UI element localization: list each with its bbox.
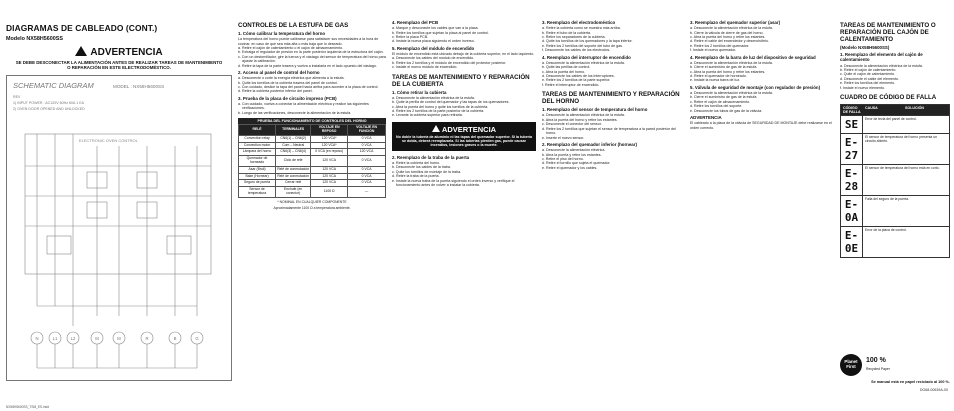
component-labels xyxy=(35,336,198,341)
step-line: d. Retire los tornillos del soporte. xyxy=(690,104,743,109)
step-line: d. Retire el quemador de horneado. xyxy=(690,74,747,79)
step-line: b. Quite los tornillos de la cubierta trasera del panel de control. xyxy=(238,80,338,85)
step-line: d. Retire el tornillo que sujeta el quemador. xyxy=(542,161,611,166)
step-line: c. Retire el piso del horno. xyxy=(542,156,584,161)
fault-row xyxy=(841,115,949,133)
model-label: Modelo NX58H5600SS xyxy=(6,36,63,42)
table-cell: 120 VCA xyxy=(311,166,348,173)
step-block xyxy=(542,20,684,53)
schematic-info-1: 1) INPUT POWER : AC120V 60Hz 60A 1 EA xyxy=(13,100,85,105)
table-row xyxy=(239,156,386,167)
step-line: e. Retire los 2 tornillos del quemador. xyxy=(690,43,750,48)
table-note: Aproximadamente 1100 Ω a temperatura ambiente. xyxy=(273,205,351,210)
recycled-paper-logo xyxy=(840,352,950,378)
recycle-sub: Recycled Paper xyxy=(866,367,890,371)
warning-label: ADVERTENCIA xyxy=(90,47,163,58)
table-header: TERMINALES xyxy=(276,125,311,136)
step-block xyxy=(392,46,536,70)
schematic-rev: REV xyxy=(13,94,21,99)
relay-test-table xyxy=(238,118,386,198)
fault-description: Error de la placa de control. xyxy=(865,228,907,233)
step-title: 2. Reemplazo de la traba de la puerta xyxy=(392,154,470,160)
component-label: G xyxy=(195,335,199,341)
schematic-title: SCHEMATIC DIAGRAM xyxy=(13,80,94,90)
step-title: 3. Reemplazo del quemador superior (asar) xyxy=(690,20,781,25)
step-line: e. Retire los 2 tornillos de la parte superior. xyxy=(542,78,611,83)
table-cell: Bake (Hornear) xyxy=(239,173,276,180)
column-warming-drawer xyxy=(840,18,950,403)
table-cell: Ciclo de relé xyxy=(276,156,311,167)
step-line: b. Retire el cajón de calentamiento. xyxy=(840,68,897,73)
warning-icon xyxy=(75,46,87,56)
warning-icon xyxy=(432,125,440,132)
step-line: b. Luego de las verificaciones, desconecte la alimentación de la estufa. xyxy=(238,110,352,115)
step-title: 1. Reemplazo del elemento del cajón de calentamiento xyxy=(840,52,923,63)
step-line: a. Desconecte los cables del módulo de encendido. xyxy=(392,56,475,61)
table-cell: 120 VCA xyxy=(348,149,386,156)
planet-first-badge: Planet First xyxy=(840,354,862,376)
step-line: d. Desconecte el cable del elemento. xyxy=(840,76,899,81)
warning-text: SE DEBE DESCONECTAR LA ALIMENTACIÓN ANTES DE REALIZAR TAREAS DE MANTENIMIENTO O REPARACIÓN EN ESTE ELECTRODOMÉSTICO. xyxy=(15,60,223,71)
table-cell: 120 VCA* xyxy=(311,135,348,142)
table-row xyxy=(239,142,386,149)
table-cell: 120 VCA xyxy=(311,156,348,167)
fault-header-code: CÓDIGO DE FALLA xyxy=(843,106,861,115)
step-line: f. Instale el nuevo elemento. xyxy=(840,85,885,90)
fault-code-display: E-28 xyxy=(841,165,863,195)
table-cell: Convection relay xyxy=(239,135,276,142)
step-line: d. Desconecte los cables de los interruptores. xyxy=(542,74,615,79)
table-cell: Lámpara del horno xyxy=(239,149,276,156)
column-cooktop xyxy=(392,18,536,396)
step-line: a. Retire la cubierta del horno. xyxy=(392,160,441,165)
step-block xyxy=(238,96,386,115)
step-line: a. Desconecte la alimentación eléctrica de la estufa. xyxy=(542,113,625,118)
table-cell: Asar (Broil) xyxy=(239,166,276,173)
table-cell: Quemador de horneado xyxy=(239,156,276,167)
table-cell: 0 VCA xyxy=(348,135,386,142)
schematic-info-2: 2) OVEN DOOR OPENED AND UNLOCKED xyxy=(13,106,85,111)
step-line: d. Retire los 2 tornillos de la parte posterior de la cubierta. xyxy=(392,109,485,114)
step-line: a. Desconecte la alimentación eléctrica de la estufa. xyxy=(542,60,625,65)
step-line: a. Desconecte la alimentación eléctrica de la estufa. xyxy=(690,26,773,31)
warning-note xyxy=(690,115,834,130)
step-line: a. Desconecte o corte la energía eléctrica que alimenta a la estufa. xyxy=(238,76,345,81)
table-note: * NOMINAL EN CUALQUIER COMPONENTE xyxy=(277,199,347,204)
fault-code-display: E-0A xyxy=(841,196,863,226)
step-line: c. Retire el cajón de almacenamiento. xyxy=(690,99,751,104)
step-title: 5. Válvula de seguridad de montaje (con regulador de presión) xyxy=(690,84,821,90)
component-label: M xyxy=(95,335,99,341)
fault-description: Falla del seguro de la puerta. xyxy=(865,197,909,202)
fault-header-solution: SOLUCIÓN xyxy=(905,106,924,111)
step-line: f. Retire el interruptor de encendido. xyxy=(542,82,600,87)
table-cell: CN6(3) – CN6(4) xyxy=(276,149,311,156)
section-title: CONTROLES DE LA ESTUFA DE GAS xyxy=(238,22,349,29)
step-line: a. Con cuidado, vuelva a conectar la alimentación eléctrica y realice las siguientes verificaciones. xyxy=(238,102,369,111)
control-block xyxy=(25,134,211,274)
column-electrodes xyxy=(542,18,684,396)
step-line: f. Desconecte los cables de los electrodos. xyxy=(542,48,611,53)
table-cell: Seguro de puerta xyxy=(239,180,276,187)
step-line: d. Retire el cable del encendedor y desenchúfelo. xyxy=(690,39,769,44)
recycle-percent: 100 % xyxy=(866,357,886,364)
step-line: c. Abra la puerta del horno. xyxy=(542,69,586,74)
step-line: b. Extraiga el regulador de presión en la parte posterior izquierda de la estructura del cajón. xyxy=(238,50,384,55)
fault-row xyxy=(841,226,949,257)
step-title: 1. Cómo retirar la cubierta xyxy=(392,89,447,95)
fault-code-display: E-0E xyxy=(841,227,863,257)
step-line: f. Instale el nuevo quemador. xyxy=(690,48,737,53)
warning-label: ADVERTENCIA xyxy=(441,124,497,134)
model-label: (Modelo NX58H5600SS) xyxy=(840,45,890,50)
step-block xyxy=(542,142,684,170)
step-line: a. Desconecte la alimentación eléctrica de la estufa. xyxy=(840,63,923,68)
table-cell: Cerrar relé xyxy=(276,180,311,187)
step-line: b. Abra la puerta y retire los estantes. xyxy=(542,152,602,157)
document-id: DG68-00639A-00 xyxy=(919,388,948,392)
table-cell: — xyxy=(348,187,386,198)
recycle-text xyxy=(866,357,890,373)
table-cell: 0 VCA xyxy=(348,180,386,187)
table-cell: 120 VCA xyxy=(311,173,348,180)
step-title: 4. Reemplazo del interruptor de encendido xyxy=(542,54,631,60)
page-title: DIAGRAMAS DE CABLEADO (CONT.) xyxy=(6,23,158,33)
step-line: b. Retire los tornillos que sujetan la placa al panel de control. xyxy=(392,30,489,35)
step-block xyxy=(392,155,536,188)
fault-code-display: SE xyxy=(841,116,863,133)
block-label: ELECTRONIC OVEN CONTROL xyxy=(79,137,138,143)
step-line: a. Desconecte la alimentación eléctrica de la estufa. xyxy=(690,60,773,65)
fault-row xyxy=(841,195,949,226)
step-line: e. Inserte el nuevo sensor. xyxy=(542,135,585,140)
step-line: c. Desconecte el conector del sensor. xyxy=(542,122,602,127)
fault-table-title: CUADRO DE CÓDIGO DE FALLA xyxy=(840,94,937,102)
table-row xyxy=(239,149,386,156)
step-block xyxy=(392,90,536,118)
component-label: B xyxy=(173,335,177,341)
step-title: 4. Reemplazo del PCB xyxy=(392,20,439,25)
step-line: c. Instale el nuevo módulo de encendido. xyxy=(392,65,458,70)
step-title: 5. Reemplazo del módulo de encendido xyxy=(392,45,475,51)
schematic-diagram xyxy=(6,75,232,381)
step-line: a. Retire el cajón de calentamiento o el cajón de almacenamiento. xyxy=(238,46,344,51)
fault-description: Error de tecla del panel de control. xyxy=(865,117,917,122)
fault-table-header xyxy=(841,105,949,115)
table-cell: Enchufe (en conector) xyxy=(276,187,311,198)
section-title: TAREAS DE MANTENIMIENTO Y REPARACIÓN DE LA CUBIERTA xyxy=(392,73,530,88)
step-line: c. Quite los tornillos de montaje de la traba. xyxy=(392,169,462,174)
table-caption: PRUEBA DEL FUNCIONAMIENTO DE CONTROLES DEL HORNO xyxy=(238,118,386,124)
step-line: d. Instale la nueva placa siguiendo el orden inverso. xyxy=(392,39,475,44)
step-line: c. Quite el cajón de calentamiento. xyxy=(840,72,896,77)
table-cell: 1100 Ω xyxy=(311,187,348,198)
section-title: TAREAS DE MANTENIMIENTO Y REPARACIÓN DEL HORNO xyxy=(542,91,680,106)
step-line: e. Levante la cubierta superior para retirarla. xyxy=(392,113,463,118)
fault-row xyxy=(841,133,949,164)
step-block xyxy=(392,20,536,44)
step-block xyxy=(690,85,834,113)
step-line: a. Marque y desconecte los cables que van a la placa. xyxy=(392,26,479,31)
table-row xyxy=(239,173,386,180)
fault-row xyxy=(841,164,949,195)
table-cell: Relé de conmutación xyxy=(276,173,311,180)
fault-header-cause: CAUSA xyxy=(865,106,878,111)
table-cell: Sensor de temperatura xyxy=(239,187,276,198)
step-title: 3. Reemplazo del electrodoméstico xyxy=(542,20,616,25)
file-footer: NX58H5600SS_TSM_ES.indd xyxy=(6,405,50,409)
warning-text: El cableado a la placa de la válvula de SEGURIDAD DE MONTAJE debe realizarse en el orden correcto. xyxy=(690,121,832,130)
section-title: TAREAS DE MANTENIMIENTO O REPARACIÓN DEL CAJÓN DE CALENTAMIENTO xyxy=(840,22,936,43)
table-cell: 0 VCA xyxy=(348,166,386,173)
step-line: b. Retire los 2 tornillos y el módulo de encendido del protector posterior. xyxy=(392,60,507,65)
step-line: c. Abra la puerta del horno y quite los tornillos de la cubierta. xyxy=(392,104,489,109)
step-line: d. Quite los tornillos de los quemadores y la tapa inferior. xyxy=(542,39,633,44)
schematic-wiring xyxy=(25,134,211,368)
step-block xyxy=(238,70,386,94)
step-line: e. Instale la nueva barra de luz. xyxy=(690,78,741,83)
step-title: 2. Acceso al panel de control del horno xyxy=(238,70,320,76)
step-line: e. Retire los tornillos del elemento. xyxy=(840,81,896,86)
column-wiring xyxy=(6,18,232,396)
step-line: d. Retire la cubierta posterior inferior del panel. xyxy=(238,89,313,94)
step-line: c. Retire los separadores de la cubierta. xyxy=(542,35,606,40)
column-controls xyxy=(238,18,386,396)
step-line: b. Abra la puerta del horno y retire los estantes. xyxy=(542,117,618,122)
recycled-note: Se manual está en papel reciclado al 100 %. xyxy=(871,380,950,384)
step-line: e. Retire los 2 tornillos del soporte del tubo de gas. xyxy=(542,43,623,48)
step-line: a. Desconecte la alimentación eléctrica. xyxy=(542,148,606,153)
table-cell: Relé de conmutación xyxy=(276,166,311,173)
table-row xyxy=(239,187,386,198)
step-line: c. Abra la puerta del horno y retire los estantes. xyxy=(690,35,766,40)
step-line: c. Con un destornillador, gire la tuerca y el vástago del sensor de temperatura del horno para ajustar la calibración. xyxy=(238,54,386,64)
step-title: 1. Reemplazo del sensor de temperatura del horno xyxy=(542,107,648,113)
table-header: RELÉ xyxy=(239,125,276,136)
step-line: b. Desconecte los cables de la traba. xyxy=(392,165,451,170)
step-line: a. Retire la cubierta como se muestra más arriba. xyxy=(542,26,621,31)
step-line: e. Desconecte los tubos de gas de la válvula. xyxy=(690,108,763,113)
fault-description: El sensor de temperatura del horno está en corto. xyxy=(865,166,940,171)
component-label: R xyxy=(145,335,149,341)
step-block xyxy=(690,20,834,53)
warning-text: No doble la tubería de aluminio ni las tapas del quemador superior. Si la tubería se dobla, deberá reemplazarla. Si las tuberías pierden gas, puede causar incendios, lesiones graves o la muerte. xyxy=(396,134,532,148)
table-cell: CN6(1) – CN6(2) xyxy=(276,135,311,142)
fault-description: El sensor de temperatura del horno presenta un circuito abierto. xyxy=(865,135,938,144)
schematic-svg xyxy=(7,76,231,382)
table-cell: 0 VCA xyxy=(348,156,386,167)
step-line: a. Desconecte la alimentación eléctrica de la estufa. xyxy=(690,91,773,96)
step-line: d. Retire la tapa de la parte trasera y vuelva a instalarla en el lado opuesto del vástago. xyxy=(238,63,377,68)
step-line: b. Cierre el suministro de gas de la estufa. xyxy=(690,95,758,100)
step-block xyxy=(542,107,684,140)
step-line: b. Cierre la válvula de cierre de gas del horno. xyxy=(690,30,764,35)
table-cell: Convection motor xyxy=(239,142,276,149)
table-header: VOLTAJE EN REPOSO xyxy=(311,125,348,136)
component-label: N xyxy=(35,335,39,341)
fault-code-table xyxy=(840,104,950,258)
step-title: 2. Reemplazo del quemador inferior (hornear) xyxy=(542,141,637,147)
table-cell: 0 VCA xyxy=(348,142,386,149)
step-block xyxy=(690,55,834,83)
component-label: L2 xyxy=(70,335,76,341)
step-title: 4. Reemplazo de la barra de luz del dispositivo de seguridad xyxy=(690,54,816,60)
table-header-row xyxy=(239,125,386,136)
table-cell: Com – Neutral xyxy=(276,142,311,149)
step-line: a. Desconecte la alimentación eléctrica de la estufa. xyxy=(392,95,475,100)
warning-heading xyxy=(6,46,232,58)
table-cell: 0 VCA xyxy=(348,173,386,180)
step-line: b. Cierre el suministro de gas de la estufa. xyxy=(690,65,758,70)
table-row xyxy=(239,180,386,187)
step-line: c. Retire la placa PCB. xyxy=(392,35,429,40)
column-burners xyxy=(690,18,834,396)
table-cell: 0 VCA (en reposo) xyxy=(311,149,348,156)
component-label: M xyxy=(117,335,121,341)
schematic-model: MODEL : NX58H5600SS xyxy=(113,83,165,89)
step-line: c. Con cuidado, deslice la tapa del panel hacia arriba para acceder a la placa de control. xyxy=(238,85,379,90)
table-cell: 120 VCA* xyxy=(311,142,348,149)
component-label: L1 xyxy=(52,335,58,341)
warning-box xyxy=(392,122,536,151)
fault-code-display: E-27 xyxy=(841,134,863,164)
step-line: e. Instale la nueva traba de la puerta siguiendo el orden inverso y verifique el funcionamiento antes de volver a instalar la cubierta. xyxy=(392,178,515,188)
step-line: b. Retire el tubo de la cubierta. xyxy=(542,30,591,35)
step-line: e. Retire el quemador y los cables. xyxy=(542,165,598,170)
step-title: 3. Prueba de la placa de circuito impreso (PCB) xyxy=(238,95,337,101)
step-line: b. Quite las perillas de control. xyxy=(542,65,591,70)
step-block xyxy=(238,31,386,68)
step-line: b. Quite la perilla de control del quemador y las tapas de los quemadores. xyxy=(392,100,510,105)
step-block xyxy=(542,55,684,88)
step-line: d. Retire los 2 tornillos que sujetan el sensor de temperatura a la pared posterior del horno. xyxy=(542,126,676,136)
step-line: c. Abra la puerta del horno y retire los estantes. xyxy=(690,69,766,74)
step-line: El módulo de encendido está ubicado debajo de la cubierta superior, en el lado izquierdo. xyxy=(392,52,535,57)
step-line: La temperatura del horno puede calibrarse para satisfacer sus necesidades a la hora de cocinar, en caso de que sea más alta o más baja que lo deseado. xyxy=(238,37,379,46)
warning-heading xyxy=(396,125,532,134)
table-row xyxy=(239,166,386,173)
table-header: VOLTAJE EN FUNCIÓN xyxy=(348,125,386,136)
step-line: d. Retire la traba de la puerta. xyxy=(392,174,440,179)
table-cell: 120 VCA xyxy=(311,180,348,187)
step-title: 1. Cómo calibrar la temperatura del horno xyxy=(238,31,326,36)
warning-label: ADVERTENCIA xyxy=(690,115,722,121)
table-row xyxy=(239,135,386,142)
